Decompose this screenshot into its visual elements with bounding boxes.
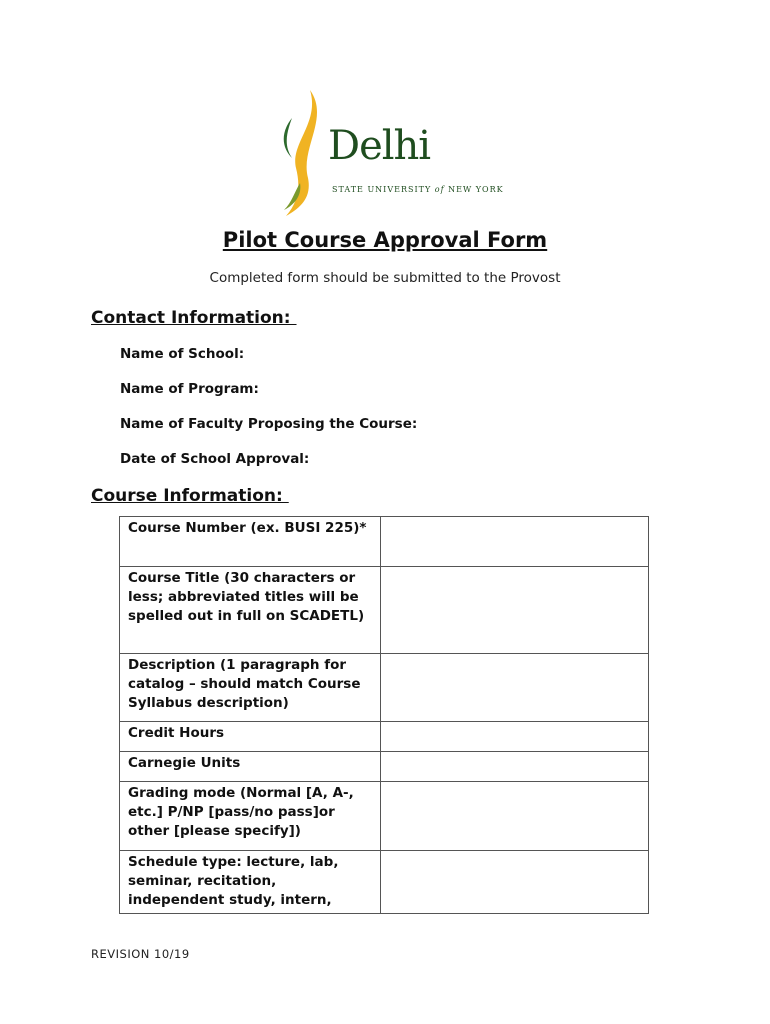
- field-label-approval-date: Date of School Approval:: [120, 451, 310, 467]
- row-value-description[interactable]: [380, 654, 648, 722]
- table-row: [120, 567, 649, 654]
- table-row: [120, 851, 649, 914]
- table-row: [120, 517, 649, 567]
- row-label-schedule-type: Schedule type: lecture, lab, seminar, recitation, independent study, intern,: [120, 851, 381, 914]
- page-subtitle: Completed form should be submitted to the Provost: [209, 270, 561, 286]
- logo-tagline-part2: NEW YORK: [448, 185, 504, 194]
- row-value-carnegie-units[interactable]: [380, 752, 648, 782]
- contact-heading: Contact Information:: [91, 308, 297, 328]
- logo-tagline: [332, 185, 504, 194]
- page-title: Pilot Course Approval Form: [222, 228, 548, 252]
- field-label-school: Name of School:: [120, 346, 245, 362]
- row-label-course-title: Course Title (30 characters or less; abbreviated titles will be spelled out in full on SCADETL): [120, 567, 381, 654]
- table-row: [120, 722, 649, 752]
- row-label-grading-mode: Grading mode (Normal [A, A-, etc.] P/NP [pass/no pass]or other [please specify]): [120, 782, 381, 851]
- logo-wordmark: Delhi: [328, 123, 431, 169]
- row-value-grading-mode[interactable]: [380, 782, 648, 851]
- row-value-schedule-type[interactable]: [380, 851, 648, 914]
- row-value-course-title[interactable]: [380, 567, 648, 654]
- table-row: [120, 752, 649, 782]
- course-info-table: [119, 516, 649, 914]
- row-label-carnegie-units: Carnegie Units: [120, 752, 381, 782]
- row-label-course-number: Course Number (ex. BUSI 225)*: [120, 517, 381, 567]
- row-value-credit-hours[interactable]: [380, 722, 648, 752]
- row-value-course-number[interactable]: [380, 517, 648, 567]
- table-row: [120, 654, 649, 722]
- logo-tagline-part1: STATE UNIVERSITY: [332, 185, 432, 194]
- revision-footer: REVISION 10/19: [91, 947, 190, 961]
- logo-tagline-of: of: [434, 185, 445, 194]
- delhi-logo: [270, 88, 510, 218]
- field-label-program: Name of Program:: [120, 381, 259, 397]
- course-heading: Course Information:: [91, 486, 289, 506]
- field-label-faculty: Name of Faculty Proposing the Course:: [120, 416, 418, 432]
- row-label-credit-hours: Credit Hours: [120, 722, 381, 752]
- row-label-description: Description (1 paragraph for catalog – should match Course Syllabus description): [120, 654, 381, 722]
- table-row: [120, 782, 649, 851]
